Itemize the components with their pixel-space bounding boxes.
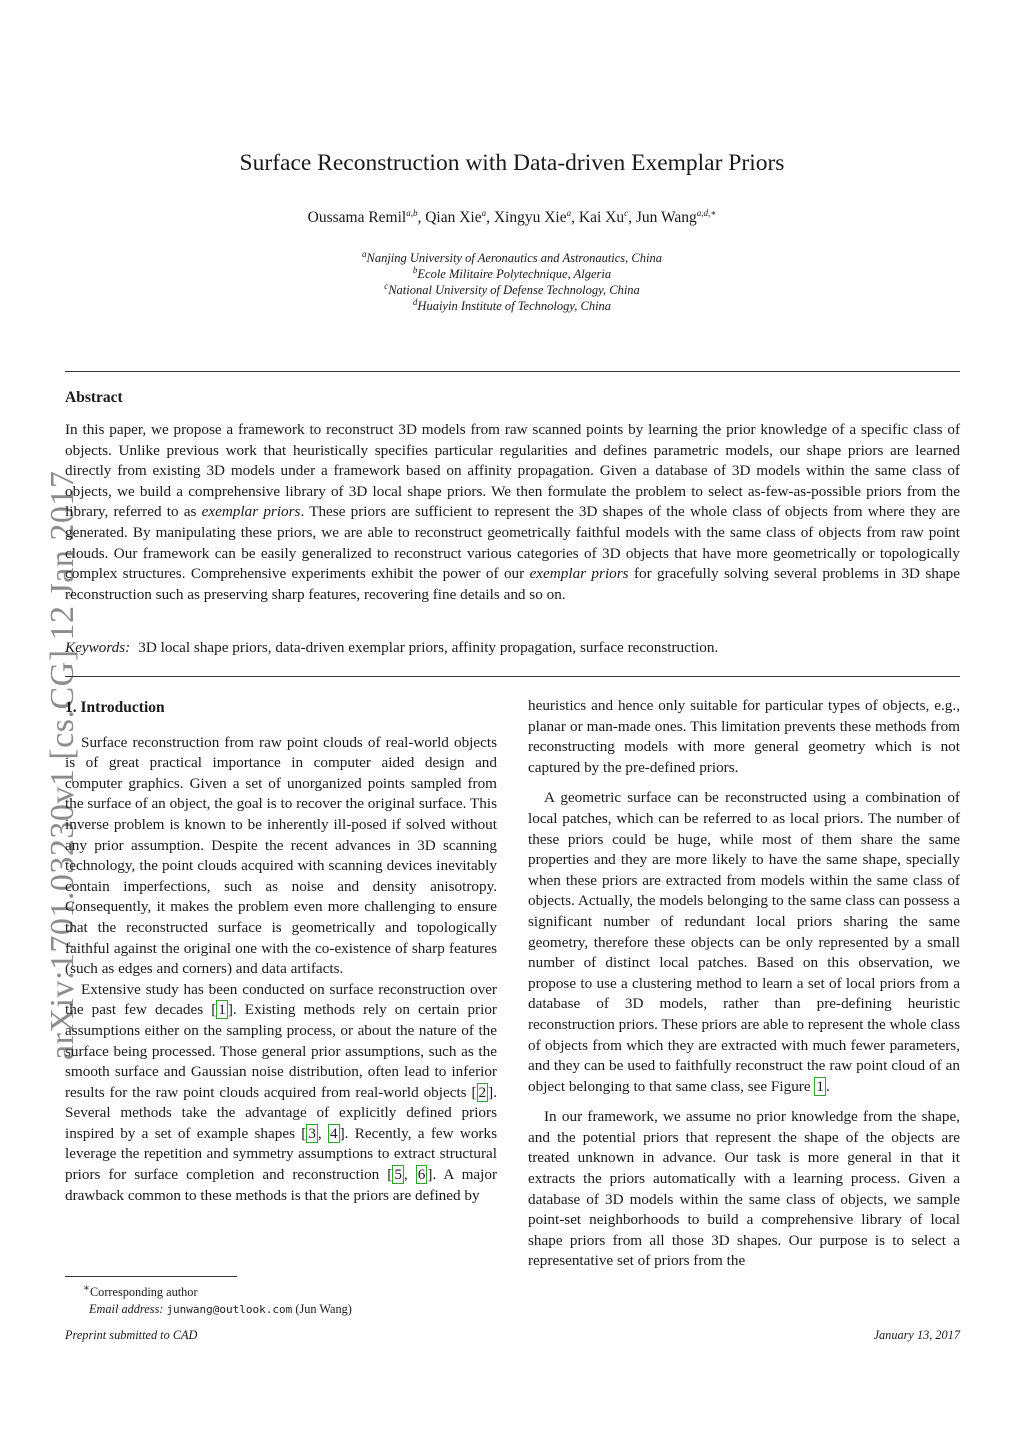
paragraph — [528, 788, 960, 1097]
footnote-corresponding: Corresponding author — [89, 1285, 198, 1300]
author-affil-mark: c — [624, 208, 629, 218]
author: Kai Xu — [578, 209, 625, 227]
author: Qian Xie — [425, 209, 482, 227]
author-list: Oussama Remil$^{a,b}$, Qian Xie$^a$, Xingyu Xie$^a$, Kai Xu$^c$, Jun Wang$^{a,d,∗}$ — [307, 208, 717, 227]
paragraph-text: . A major drawback common to these methods is that the priors are defined by — [65, 1166, 498, 1204]
author-affil-mark: a,d,∗ — [696, 208, 717, 218]
paragraph: heuristics and hence only suitable for particular types of objects, e.g., planar or man-made ones. This limitation prevents these methods from reconstructing models with more general geometry which is not captured by the pre-defined priors. — [528, 697, 960, 776]
citation-link[interactable]: 4 — [330, 1124, 338, 1142]
arxiv-identifier: arXiv:1701.03230v1 [cs.CG] 12 Jan 2017 — [44, 470, 81, 1060]
author: Jun Wang — [635, 209, 697, 227]
paragraph-text: A geometric surface can be reconstructed using a combination of local patches, which can be referred to as local priors. The number of these priors could be huge, while most of them share the same properties and they are more likely to have the same shape, specially when these priors are extracted from models within the same class of objects. Actually, the models belonging to the same class can possess a significant number of redundant local priors sharing the same geometry, therefore these objects can be only represented by a small number of distinct local patches. Based on this observation, we propose to use a clustering method to learn a set of local priors from a database of 3D models, rather than pre-defining heuristic reconstruction priors. These priors are able to represent the whole class of objects from which they are extracted with much fewer parameters, and they can be used to faithfully reconstruct the raw point cloud of an object belonging to that same class, see Figure — [528, 789, 960, 1095]
abstract-top-rule — [65, 371, 960, 372]
citation-link[interactable]: 1 — [218, 1001, 226, 1019]
author: Oussama Remil — [307, 209, 407, 227]
citation-link[interactable]: 5 — [394, 1166, 402, 1184]
paragraph: Surface reconstruction from raw point clouds of real-world objects is of great practical importance in computer aided design and computer graphics. Given a set of unorganized points sampled from the surface of an object, the goal is to recover the original surface. This inverse problem is known to be inherently ill-posed if solved without any prior assumption. Despite the recent advances in 3D scanning technology, the point clouds acquired with scanning devices inevitably contain imperfections, such as noise and density anisotropy. Consequently, it makes the problem even more challenging to ensure that the reconstructed surface is geometrically and topologically faithful against the original one with the co-existence of sharp features (such as edges and corners) and data artifacts. — [65, 733, 497, 978]
right-column — [528, 696, 960, 1272]
affiliation-mark: a — [362, 249, 367, 259]
left-column — [65, 698, 497, 1206]
abstract-emphasis: exemplar priors — [201, 503, 301, 521]
abstract-emphasis: exemplar priors — [529, 565, 629, 583]
footer-left: Preprint submitted to CAD — [65, 1328, 198, 1342]
affiliation-text: Nanjing University of Aeronautics and Astronautics, China — [366, 251, 662, 266]
author-affil-mark: a — [566, 208, 572, 218]
citation-link[interactable]: 2 — [478, 1083, 487, 1101]
paragraph-text: . Recently, a few works leverage the repetition and symmetry assumptions to extract structural priors for surface completion and reconstruction — [65, 1124, 497, 1184]
citation-link[interactable]: 6 — [417, 1166, 426, 1184]
affiliation-mark: c — [384, 281, 389, 291]
footnote-email[interactable]: junwang@outlook.com — [166, 1303, 293, 1317]
paragraph: In our framework, we assume no prior knowledge from the shape, and the potential priors that represent the shape of the objects are treated unknown in advance. Our task is more general in that it extracts the priors automatically with a learning process. Given a database of 3D models within the same class of objects, we sample point-set neighborhoods to build a comprehensive library of local shape priors from all those 3D shapes. Our purpose is to select a representative set of priors from the — [528, 1108, 960, 1270]
figure-link[interactable]: 1 — [816, 1077, 824, 1095]
footnote-email-label: Email address: — [89, 1302, 164, 1317]
paragraph-text: . Existing methods rely on certain prior assumptions either on the sampling process, or about the nature of the surface being processed. Those general prior assumptions, such as the smooth surface and Gaussian noise distribution, often lead to inferior results for the raw point clouds acquired from real-world objects — [65, 1001, 497, 1101]
section-heading: 1. Introduction — [65, 699, 165, 716]
abstract-text: . These priors are sufficient to represent the 3D shapes of the whole class of objects from where they are generated. By manipulating these priors, we are able to reconstruct geometrically faithful models with the same class of objects from raw point clouds. Our framework can be easily generalized to reconstruct various categories of 3D objects that have more geometrically or topologically complex structures. Comprehensive experiments exhibit the power of our — [65, 503, 960, 583]
affiliation-mark: d — [412, 297, 418, 307]
paragraph-text: . Several methods take the advantage of explicitly defined priors inspired by a set of example shapes — [65, 1083, 497, 1142]
paragraph-text: Extensive study has been conducted on surface reconstruction over the past few decades — [65, 980, 497, 1019]
affiliation-mark: b — [412, 265, 418, 275]
footnote-rule — [65, 1276, 237, 1277]
abstract-body — [65, 420, 960, 605]
abstract-text: In this paper, we propose a framework to reconstruct 3D models from raw scanned points by learning the prior knowledge of a specific class of objects. Unlike previous work that heuristically specifies particular regularities and defines parametric models, our shape priors are learned directly from existing 3D models under a framework based on affinity propagation. Given a database of 3D models within the same class of objects, we build a comprehensive library of 3D local shape priors. We then formulate the problem to select as-few-as-possible priors from the library, referred to as — [65, 421, 960, 521]
citation-link[interactable]: 3 — [308, 1124, 316, 1142]
affiliation-text: National University of Defense Technology, China — [388, 283, 640, 298]
abstract-text: for gracefully solving several problems in 3D shape reconstruction such as preserving sharp features, recovering fine details and so on. — [65, 565, 960, 603]
author: Xingyu Xie — [493, 209, 567, 227]
author-affil-mark: a,b — [406, 208, 418, 218]
keywords-label: Keywords: — [65, 639, 131, 656]
author-affil-mark: a — [481, 208, 487, 218]
footnote-mark: ∗ — [83, 1283, 90, 1294]
affiliation-text: Huaiyin Institute of Technology, China — [417, 299, 612, 314]
paragraph-text: . — [825, 1077, 830, 1095]
affiliation-text: Ecole Militaire Polytechnique, Algeria — [417, 267, 612, 282]
keywords — [65, 638, 960, 658]
abstract-heading: Abstract — [65, 389, 123, 406]
paragraph: Extensive study has been conducted on surface reconstruction over the past few decades [ 1 ]. Existing methods rely on certain prior assumptions either on the sampling process, or about the nature of the surface being processed. Those general prior assumptions, such as the smooth surface and Gaussian noise distribution, often lead to inferior results for the raw point clouds acquired from real-world objects [ 2 ]. Several methods take the advantage of explicitly defined priors inspired by a set of example shapes [ 3 , 4 ]. Recently, a few works leverage the repetition and symmetry assumptions to extract structural priors for surface completion and reconstruction [ 5 , 6 ]. A major drawback common to these methods is that the priors are defined by — [65, 980, 498, 1204]
affiliation — [0, 294, 1024, 315]
footnote-email-name: (Jun Wang) — [295, 1302, 352, 1317]
keywords-text: 3D local shape priors, data-driven exemplar priors, affinity propagation, surface reconstruction. — [138, 639, 719, 656]
paper-title: Surface Reconstruction with Data-driven Exemplar Priors — [239, 150, 785, 176]
abstract-bottom-rule — [65, 676, 960, 677]
footnote — [65, 1280, 497, 1318]
footer-date: January 13, 2017 — [873, 1328, 960, 1342]
